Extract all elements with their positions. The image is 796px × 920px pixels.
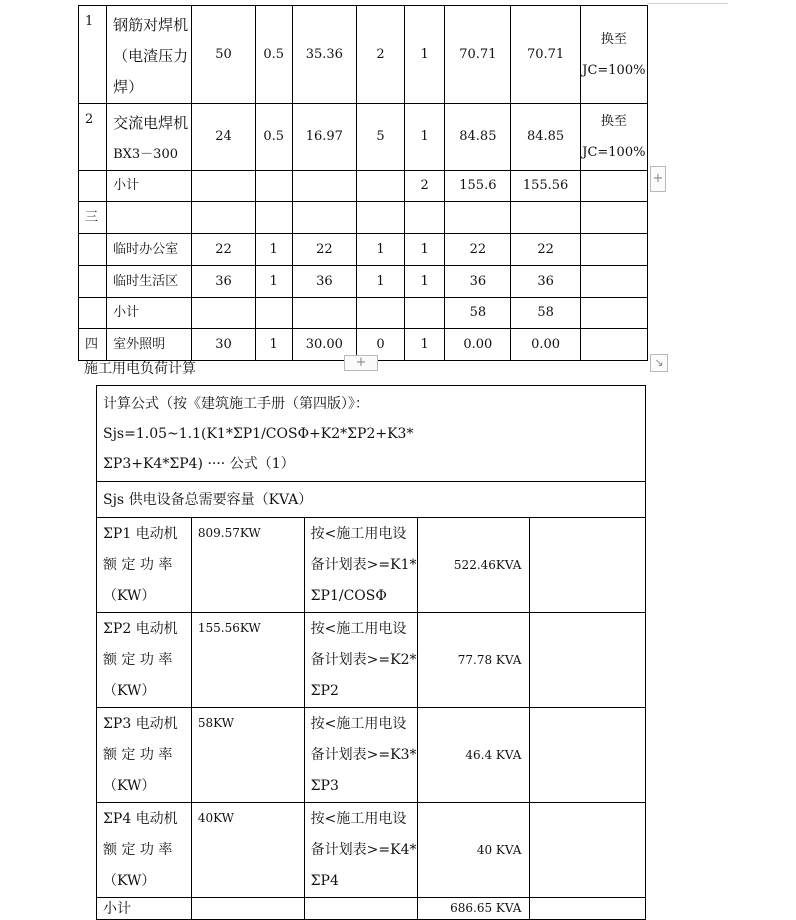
table-row [79, 202, 648, 234]
power-label-line: 额 定 功 率 [103, 652, 173, 668]
value-cell-c4 [255, 298, 292, 329]
value-cell-c4: 1 [255, 234, 292, 266]
value-cell-c4: 1 [255, 266, 292, 298]
power-label [97, 613, 192, 708]
note-line: 换至 [600, 114, 627, 129]
subtotal-value: 686.65 KVA [417, 898, 530, 920]
formula-cell [97, 386, 646, 482]
power-label-line: ΣP4 电动机 [103, 811, 178, 827]
item-name-line: （电渣压力 [113, 47, 189, 65]
note-cell [580, 202, 647, 234]
item-name-line: BX3－300 [113, 147, 178, 162]
note-line: 换至 [600, 31, 627, 47]
row-number [79, 171, 107, 202]
value-cell-c6 [356, 171, 404, 202]
value-cell-c7 [405, 202, 445, 234]
subtotal-empty-3 [530, 898, 646, 920]
section-title: 施工用电负荷计算 [84, 361, 196, 377]
power-label-line: （KW） [103, 778, 156, 794]
power-label-line: ΣP3 电动机 [103, 716, 178, 732]
method-line: ΣP1/COSΦ [310, 588, 387, 604]
empty-cell [530, 803, 646, 898]
calc-row [97, 803, 646, 898]
note-cell [580, 6, 647, 104]
value-cell-c9: 155.56 [511, 171, 580, 202]
table-row [79, 298, 648, 329]
add-row-button[interactable]: + [344, 355, 378, 371]
power-label-line: （KW） [103, 683, 156, 699]
power-value: 809.57KW [191, 518, 304, 613]
power-label-line: （KW） [103, 588, 156, 604]
value-cell-c3: 36 [192, 266, 255, 298]
item-name-line: 临时办公室 [113, 241, 179, 257]
value-cell-c5 [292, 298, 356, 329]
value-cell-c3: 22 [192, 234, 255, 266]
power-value: 155.56KW [191, 613, 304, 708]
method-line: 按<施工用电设 [310, 811, 407, 827]
add-column-button[interactable]: + [650, 166, 666, 192]
power-value: 40KW [191, 803, 304, 898]
power-label-line: 额 定 功 率 [103, 842, 173, 858]
value-cell-c7: 1 [405, 329, 445, 361]
method-line: 备计划表>=K1* [310, 557, 417, 573]
value-cell-c8: 84.85 [445, 104, 511, 171]
power-label [97, 803, 192, 898]
result-value: 40 KVA [417, 803, 530, 898]
value-cell-c7: 1 [405, 104, 445, 171]
value-cell-c4: 1 [255, 329, 292, 361]
formula-row [97, 386, 646, 482]
method-line: 备计划表>=K4* [310, 842, 417, 858]
value-cell-c9: 22 [511, 234, 580, 266]
value-cell-c8 [445, 202, 511, 234]
result-value: 46.4 KVA [417, 708, 530, 803]
value-cell-c4 [255, 202, 292, 234]
method-line: ΣP3 [310, 778, 339, 794]
value-cell-c8: 155.6 [445, 171, 511, 202]
value-cell-c8: 70.71 [445, 6, 511, 104]
method-line: 按<施工用电设 [310, 716, 407, 732]
row-number: 1 [79, 6, 107, 104]
capacity-cell: Sjs 供电设备总需要容量（KVA） [97, 482, 646, 518]
row-number: 四 [79, 329, 107, 361]
value-cell-c9: 70.71 [511, 6, 580, 104]
item-name-line: 室外照明 [113, 336, 166, 352]
method-line: ΣP4 [310, 873, 339, 889]
value-cell-c6: 1 [356, 234, 404, 266]
table-row [79, 171, 648, 202]
method-line: ΣP2 [310, 683, 339, 699]
note-cell [580, 171, 647, 202]
value-cell-c8: 58 [445, 298, 511, 329]
formula-line-1: 计算公式（按《建筑施工手册（第四版）》：Sjs=1.05~1.1(K1*ΣP1/COSΦ+K2*ΣP2+K3* [103, 396, 414, 442]
value-cell-c8: 36 [445, 266, 511, 298]
value-cell-c9: 0.00 [511, 329, 580, 361]
method-line: 备计划表>=K3* [310, 747, 417, 763]
power-label-line: ΣP2 电动机 [103, 621, 178, 637]
item-name [107, 171, 192, 202]
value-cell-c6: 2 [356, 6, 404, 104]
value-cell-c6: 0 [356, 329, 404, 361]
calc-table [96, 385, 646, 920]
power-label-line: （KW） [103, 873, 156, 889]
value-cell-c9: 58 [511, 298, 580, 329]
value-cell-c3: 30 [192, 329, 255, 361]
value-cell-c7: 1 [405, 234, 445, 266]
value-cell-c7: 2 [405, 171, 445, 202]
value-cell-c6: 1 [356, 266, 404, 298]
note-cell [580, 329, 647, 361]
method-line: 按<施工用电设 [310, 526, 407, 542]
result-value: 77.78 KVA [417, 613, 530, 708]
table-resize-handle[interactable]: ↘ [650, 354, 668, 372]
power-value: 58KW [191, 708, 304, 803]
value-cell-c3: 50 [192, 6, 255, 104]
value-cell-c9 [511, 202, 580, 234]
subtotal-empty-2 [304, 898, 417, 920]
value-cell-c6 [356, 298, 404, 329]
power-label-line: 额 定 功 率 [103, 747, 173, 763]
item-name-line: 小计 [113, 178, 140, 193]
row-number: 三 [79, 202, 107, 234]
table-row [79, 266, 648, 298]
row-number [79, 298, 107, 329]
subtotal-label: 小计 [97, 898, 192, 920]
value-cell-c3: 24 [192, 104, 255, 171]
power-label-line: ΣP1 电动机 [103, 526, 178, 542]
item-name [107, 6, 192, 104]
value-cell-c9: 84.85 [511, 104, 580, 171]
value-cell-c3 [192, 171, 255, 202]
item-name [107, 202, 192, 234]
value-cell-c4: 0.5 [255, 6, 292, 104]
table-row [79, 104, 648, 171]
subtotal-row [97, 898, 646, 920]
subtotal-empty-1 [191, 898, 304, 920]
item-name [107, 298, 192, 329]
calc-row [97, 518, 646, 613]
value-cell-c4: 0.5 [255, 104, 292, 171]
row-number: 2 [79, 104, 107, 171]
value-cell-c3 [192, 202, 255, 234]
value-cell-c7 [405, 298, 445, 329]
value-cell-c4 [255, 171, 292, 202]
power-label [97, 518, 192, 613]
row-number [79, 266, 107, 298]
value-cell-c8: 0.00 [445, 329, 511, 361]
note-cell [580, 266, 647, 298]
item-name-line: 小计 [113, 305, 140, 320]
value-cell-c5: 35.36 [292, 6, 356, 104]
table-row [79, 6, 648, 104]
value-cell-c5 [292, 171, 356, 202]
method-cell [304, 708, 417, 803]
value-cell-c5: 22 [292, 234, 356, 266]
method-cell [304, 613, 417, 708]
method-cell [304, 803, 417, 898]
method-line: 按<施工用电设 [310, 621, 407, 637]
method-line: 备计划表>=K2* [310, 652, 417, 668]
item-name [107, 329, 192, 361]
empty-cell [530, 708, 646, 803]
item-name [107, 234, 192, 266]
result-value: 522.46KVA [417, 518, 530, 613]
load-table [78, 5, 648, 361]
value-cell-c5: 36 [292, 266, 356, 298]
value-cell-c8: 22 [445, 234, 511, 266]
value-cell-c9: 36 [511, 266, 580, 298]
power-label-line: 额 定 功 率 [103, 557, 173, 573]
method-cell [304, 518, 417, 613]
value-cell-c6: 5 [356, 104, 404, 171]
item-name-line: 交流电焊机 [113, 114, 189, 132]
page-top-rule [648, 3, 728, 4]
note-cell [580, 298, 647, 329]
item-name [107, 104, 192, 171]
value-cell-c3 [192, 298, 255, 329]
formula-line-2: ΣP3+K4*ΣP4) ···· 公式（1） [103, 456, 295, 472]
calc-row [97, 708, 646, 803]
power-label [97, 708, 192, 803]
value-cell-c7: 1 [405, 266, 445, 298]
note-line: JC=100% [582, 62, 646, 78]
row-number [79, 234, 107, 266]
capacity-row [97, 482, 646, 518]
calc-row [97, 613, 646, 708]
value-cell-c5: 30.00 [292, 329, 356, 361]
note-cell [580, 104, 647, 171]
value-cell-c5: 16.97 [292, 104, 356, 171]
value-cell-c7: 1 [405, 6, 445, 104]
item-name-line: 钢筋对焊机 [113, 16, 189, 34]
table-row [79, 234, 648, 266]
item-name-line: 临时生活区 [113, 273, 179, 289]
value-cell-c5 [292, 202, 356, 234]
note-line: JC=100% [582, 145, 646, 160]
empty-cell [530, 518, 646, 613]
note-cell [580, 234, 647, 266]
item-name-line: 焊） [113, 78, 144, 96]
value-cell-c6 [356, 202, 404, 234]
empty-cell [530, 613, 646, 708]
item-name [107, 266, 192, 298]
